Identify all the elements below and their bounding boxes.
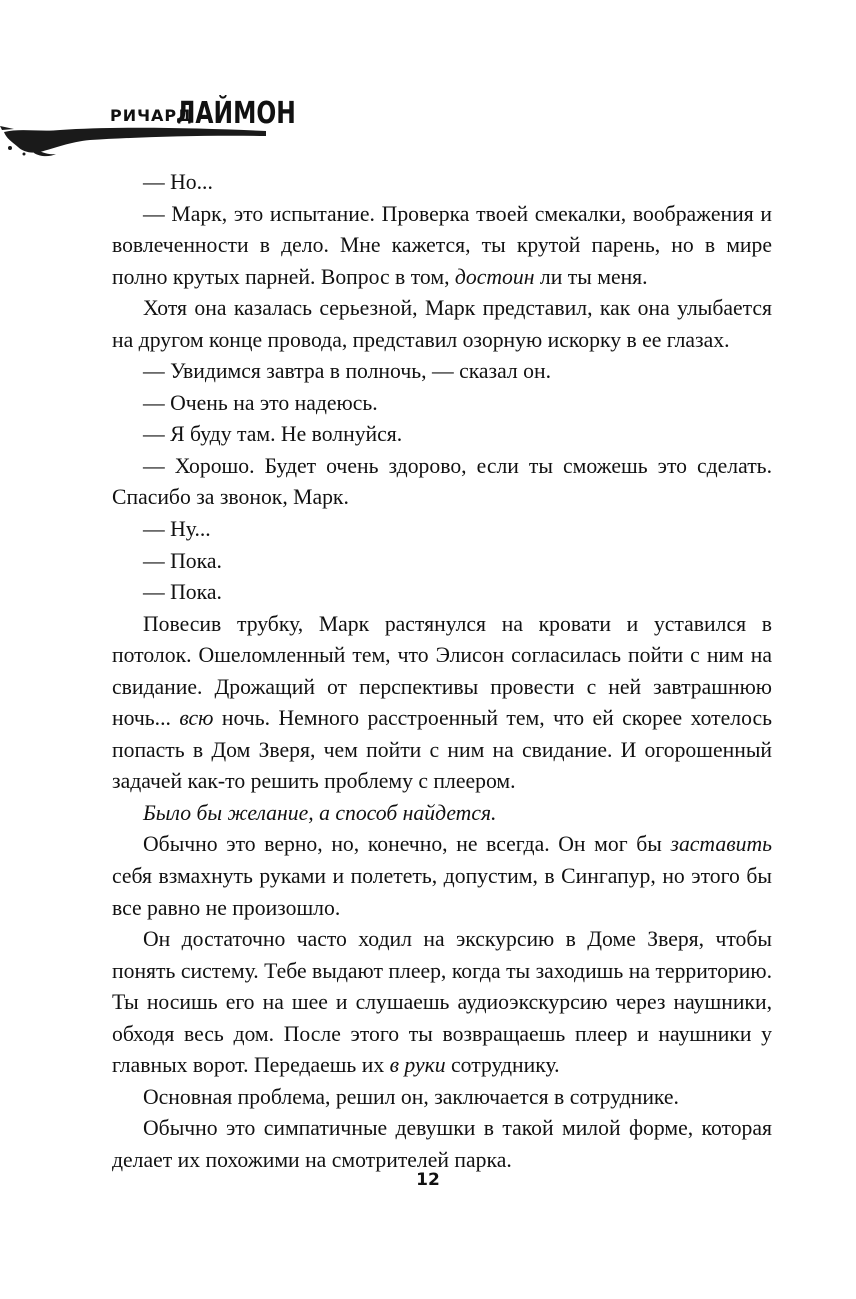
text-run: Он достаточно часто ходил на экскурсию в Доме Зверя, чтобы понять систему. Тебе выдают плеер, когда ты заходишь на территорию. Ты носишь его на шее и слушаешь аудиоэкскурсию через наушники, обходя весь дом. После этого ты возвращаешь плеер и наушники у главных ворот. Передаешь их bbox=[112, 927, 772, 1078]
author-first-name: РИЧАРД bbox=[110, 106, 193, 125]
text-run: себя взмахнуть руками и полететь, допустим, в Сингапур, но этого бы все равно не произошло. bbox=[112, 864, 772, 920]
paragraph bbox=[112, 1082, 772, 1114]
text-run: — Очень на это надеюсь. bbox=[143, 390, 378, 415]
text-run: — Марк, это испытание. Проверка твоей смекалки, воображения и вовлеченности в дело. Мне кажется, ты крутой парень, но в мире полно крутых парней. Вопрос в том, bbox=[112, 201, 772, 289]
paragraph bbox=[112, 546, 772, 578]
text-run: — Я буду там. Не волнуйся. bbox=[143, 422, 403, 447]
paragraph bbox=[112, 514, 772, 546]
italic-run: всю bbox=[179, 706, 214, 731]
text-run: Основная проблема, решил он, заключается в сотруднике. bbox=[143, 1084, 679, 1109]
paragraph bbox=[112, 199, 772, 294]
italic-run: Было бы желание, а способ найдется. bbox=[143, 800, 497, 825]
text-run: — Ну... bbox=[143, 517, 211, 542]
paragraph bbox=[112, 167, 772, 199]
paragraph bbox=[112, 798, 772, 830]
italic-run: заставить bbox=[670, 832, 772, 857]
paragraph bbox=[112, 388, 772, 420]
text-run: сотруднику. bbox=[445, 1053, 560, 1078]
italic-run: достоин bbox=[454, 264, 535, 289]
text-run: — Увидимся завтра в полночь, — сказал он. bbox=[143, 359, 552, 384]
text-run: Обычно это симпатичные девушки в такой милой форме, которая делает их похожими на смотрителей парка. bbox=[112, 1116, 772, 1172]
paragraph bbox=[112, 293, 772, 356]
text-run: — Пока. bbox=[143, 548, 222, 573]
italic-run: в руки bbox=[389, 1053, 446, 1078]
text-run: — Хорошо. Будет очень здорово, если ты сможешь это сделать. Спасибо за звонок, Марк. bbox=[112, 453, 772, 510]
text-run: ночь. Немного расстроенный тем, что ей скорее хотелось попасть в Дом Зверя, чем пойти с ним на свидание. И огорошенный задачей как-то решить проблему с плеером. bbox=[112, 706, 773, 794]
text-run: — Но... bbox=[143, 170, 213, 194]
text-run: — Пока. bbox=[143, 580, 222, 605]
text-run: Обычно это верно, но, конечно, не всегда. Он мог бы bbox=[143, 832, 671, 857]
body-text bbox=[112, 167, 772, 1177]
author-last-name: ЛАЙМОН bbox=[176, 96, 296, 131]
text-run: ли ты меня. bbox=[534, 264, 648, 289]
paragraph bbox=[112, 577, 772, 609]
page-number: 12 bbox=[416, 1170, 440, 1190]
running-head bbox=[0, 96, 300, 160]
text-run: Хотя она казалась серьезной, Марк представил, как она улыбается на другом конце провода, представил озорную искорку в ее глазах. bbox=[112, 296, 772, 352]
paragraph bbox=[112, 419, 772, 451]
paragraph bbox=[112, 924, 772, 1082]
paragraph bbox=[112, 1113, 772, 1176]
paragraph bbox=[112, 609, 772, 798]
paragraph bbox=[112, 356, 772, 388]
text-run: Повесив трубку, Марк растянулся на кровати и уставился в потолок. Ошеломленный тем, что Элисон согласилась пойти с ним на свидание. Дрожащий от перспективы провести с ней завтрашнюю ночь... bbox=[112, 611, 772, 731]
paragraph bbox=[112, 829, 772, 924]
paragraph bbox=[112, 451, 772, 514]
